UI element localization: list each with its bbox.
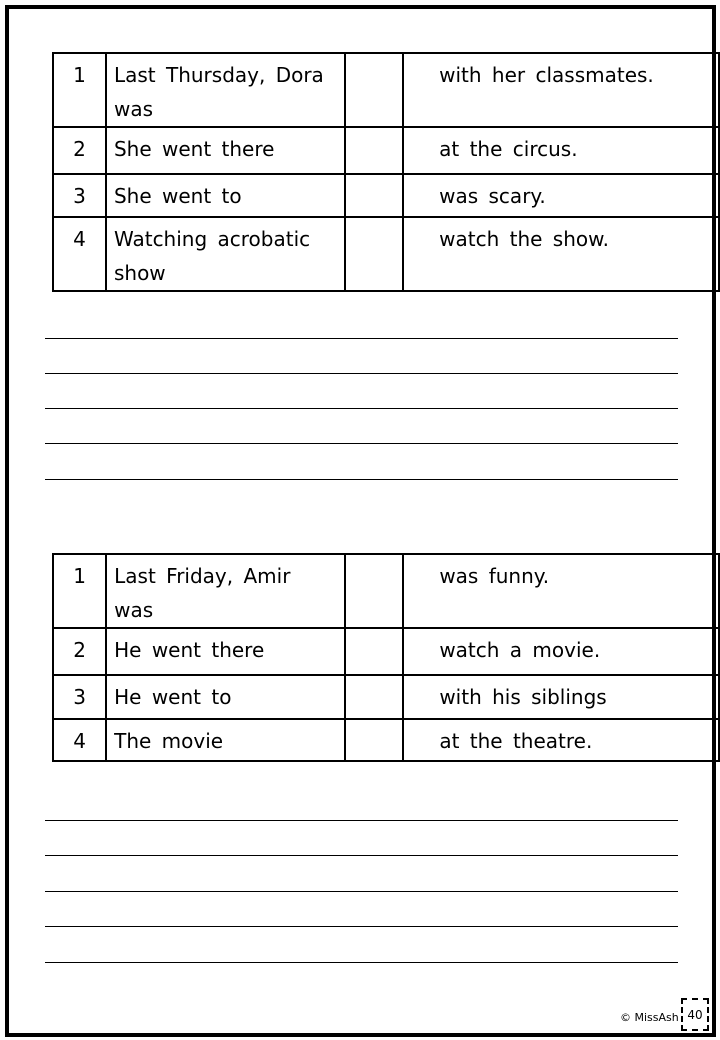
row-number: 2 bbox=[53, 127, 106, 174]
row-number: 1 bbox=[53, 554, 106, 628]
writing-line[interactable] bbox=[45, 443, 678, 444]
sentence-end: at the circus. bbox=[403, 127, 719, 174]
table-row bbox=[53, 127, 719, 174]
row-number: 3 bbox=[53, 675, 106, 719]
writing-line[interactable] bbox=[45, 408, 678, 409]
sentence-start: She went there bbox=[106, 127, 345, 174]
sentence-start: Last Thursday, Dora was bbox=[106, 53, 345, 127]
answer-blank[interactable] bbox=[345, 719, 404, 761]
table-row bbox=[53, 174, 719, 217]
writing-line[interactable] bbox=[45, 891, 678, 892]
sentence-end: watch the show. bbox=[403, 217, 719, 291]
page-number: 40 bbox=[681, 998, 709, 1031]
table-row bbox=[53, 628, 719, 675]
row-number: 1 bbox=[53, 53, 106, 127]
sentence-end: with her classmates. bbox=[403, 53, 719, 127]
matching-table-2 bbox=[52, 553, 720, 762]
writing-line[interactable] bbox=[45, 373, 678, 374]
copyright-text: © MissAsh bbox=[620, 1011, 679, 1024]
table-row bbox=[53, 719, 719, 761]
writing-line[interactable] bbox=[45, 962, 678, 963]
table-row bbox=[53, 675, 719, 719]
writing-line[interactable] bbox=[45, 926, 678, 927]
writing-line[interactable] bbox=[45, 855, 678, 856]
sentence-end: watch a movie. bbox=[403, 628, 719, 675]
sentence-start: He went to bbox=[106, 675, 344, 719]
sentence-end: was scary. bbox=[403, 174, 719, 217]
table-row bbox=[53, 554, 719, 628]
answer-blank[interactable] bbox=[345, 217, 403, 291]
sentence-start: She went to bbox=[106, 174, 345, 217]
sentence-start: Watching acrobatic show bbox=[106, 217, 345, 291]
writing-line[interactable] bbox=[45, 820, 678, 821]
row-number: 3 bbox=[53, 174, 106, 217]
sentence-start: He went there bbox=[106, 628, 344, 675]
answer-blank[interactable] bbox=[345, 127, 403, 174]
writing-line[interactable] bbox=[45, 479, 678, 480]
table-row bbox=[53, 217, 719, 291]
answer-blank[interactable] bbox=[345, 554, 404, 628]
row-number: 4 bbox=[53, 719, 106, 761]
row-number: 4 bbox=[53, 217, 106, 291]
writing-line[interactable] bbox=[45, 338, 678, 339]
answer-blank[interactable] bbox=[345, 53, 403, 127]
row-number: 2 bbox=[53, 628, 106, 675]
answer-blank[interactable] bbox=[345, 675, 404, 719]
sentence-start: Last Friday, Amir was bbox=[106, 554, 344, 628]
sentence-end: was funny. bbox=[403, 554, 719, 628]
sentence-end: at the theatre. bbox=[403, 719, 719, 761]
answer-blank[interactable] bbox=[345, 628, 404, 675]
matching-table-1 bbox=[52, 52, 720, 292]
sentence-start: The movie bbox=[106, 719, 344, 761]
answer-blank[interactable] bbox=[345, 174, 403, 217]
table-row bbox=[53, 53, 719, 127]
sentence-end: with his siblings bbox=[403, 675, 719, 719]
